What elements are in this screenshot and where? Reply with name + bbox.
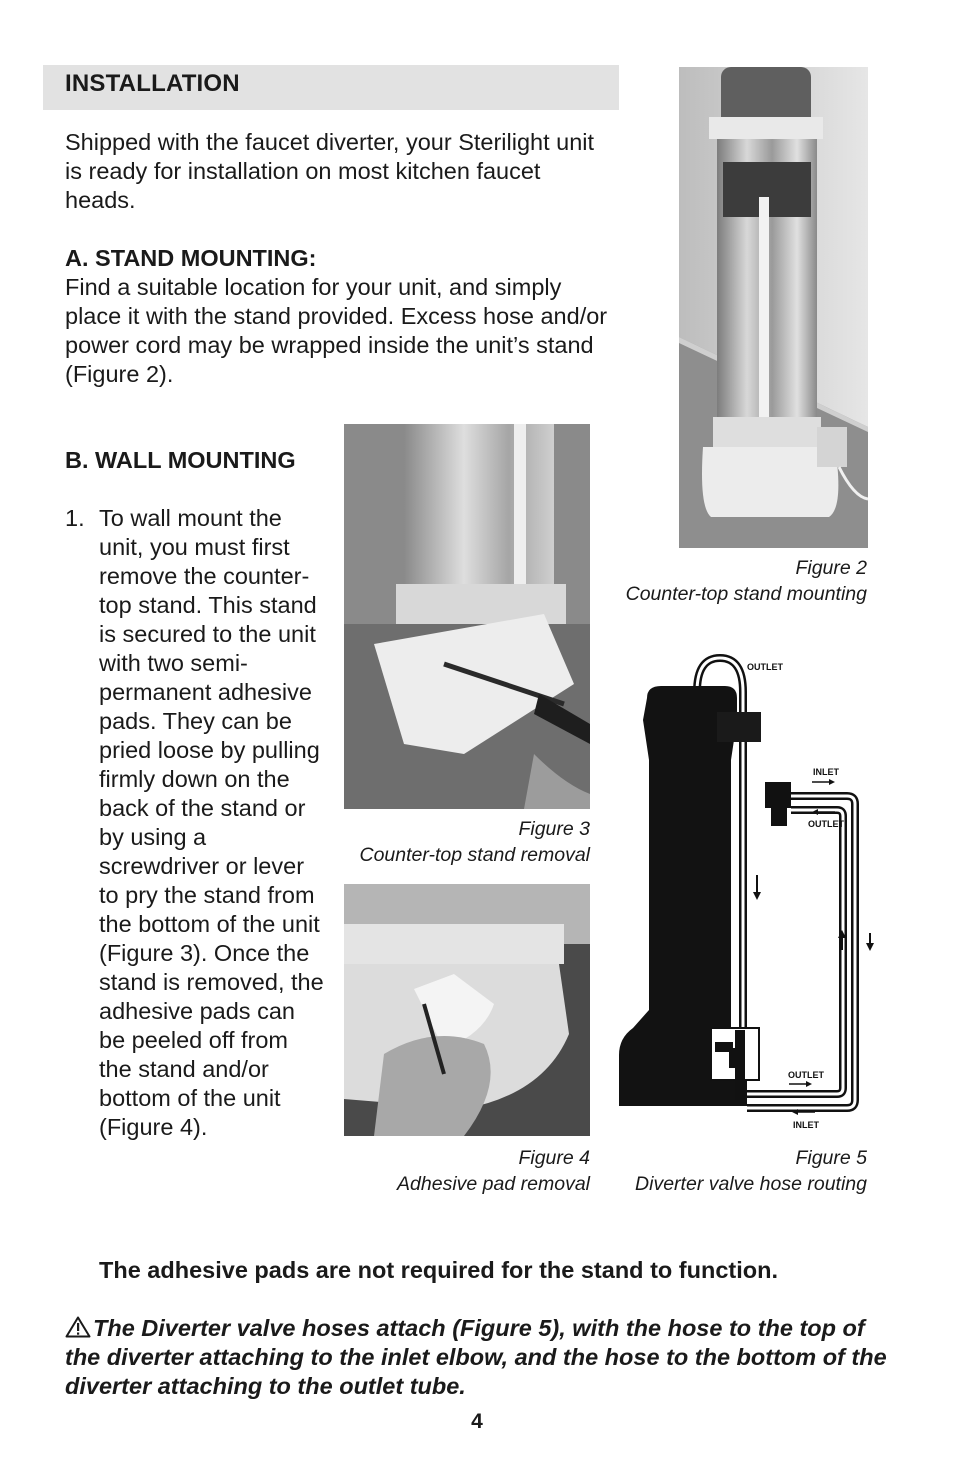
figure-2-title: Counter-top stand mounting bbox=[625, 583, 867, 605]
label-inlet-bottom: INLET bbox=[793, 1120, 819, 1130]
figure-3-photo bbox=[344, 424, 590, 809]
figure-3-title: Counter-top stand removal bbox=[359, 844, 590, 866]
figure-4-title: Adhesive pad removal bbox=[397, 1173, 590, 1195]
warning-text: The Diverter valve hoses attach (Figure 5), with the hose to the top of the diverter attaching to the inlet elbow, and the hose to the bottom of the diverter attaching to the outlet tube. bbox=[65, 1315, 887, 1399]
figure-5-title: Diverter valve hose routing bbox=[635, 1173, 867, 1195]
figure-4-number: Figure 4 bbox=[518, 1147, 590, 1169]
wall-mounting-heading: B. WALL MOUNTING bbox=[65, 447, 296, 473]
figure-3-number: Figure 3 bbox=[518, 818, 590, 840]
label-outlet-valve: OUTLET bbox=[808, 819, 844, 829]
adhesive-note: The adhesive pads are not required for the stand to function. bbox=[99, 1257, 778, 1283]
figure-3-caption bbox=[330, 816, 590, 868]
figure-5-diagram bbox=[615, 650, 875, 1140]
figure-2-caption bbox=[600, 555, 867, 607]
figure-5-caption bbox=[600, 1145, 867, 1197]
step-text: To wall mount the unit, you must first remove the counter-top stand. This stand is secured to the unit with two semi-permanent adhesive pads. They can be pried loose by pulling firmly down on the back of the stand or by using a screwdriver or lever to pry the stand from the bottom of the unit (Figure 3). Once the stand is removed, the adhesive pads can be peeled off from the stand and/or bottom of the unit (Figure 4). bbox=[99, 505, 324, 1140]
figure-4-photo bbox=[344, 884, 590, 1136]
section-title: INSTALLATION bbox=[65, 70, 240, 97]
figure-5-number: Figure 5 bbox=[795, 1147, 867, 1169]
label-outlet-top: OUTLET bbox=[747, 662, 783, 672]
figure-4-caption bbox=[330, 1145, 590, 1197]
intro-paragraph: Shipped with the faucet diverter, your Sterilight unit is ready for installation on most kitchen faucet heads. bbox=[65, 129, 595, 213]
step-number: 1. bbox=[65, 505, 85, 531]
figure-2-photo bbox=[679, 67, 868, 548]
warning-paragraph bbox=[65, 1314, 895, 1401]
stand-mounting-heading: A. STAND MOUNTING: bbox=[65, 245, 317, 271]
page-number: 4 bbox=[471, 1410, 483, 1433]
stand-mounting-body: Find a suitable location for your unit, and simply place it with the stand provided. Excess hose and/or power cord may be wrapped inside the unit’s stand (Figure 2). bbox=[65, 274, 608, 387]
label-outlet-bottom: OUTLET bbox=[788, 1070, 824, 1080]
warning-triangle-icon bbox=[65, 1316, 91, 1338]
figure-2-number: Figure 2 bbox=[795, 557, 867, 579]
label-inlet-valve: INLET bbox=[813, 767, 839, 777]
